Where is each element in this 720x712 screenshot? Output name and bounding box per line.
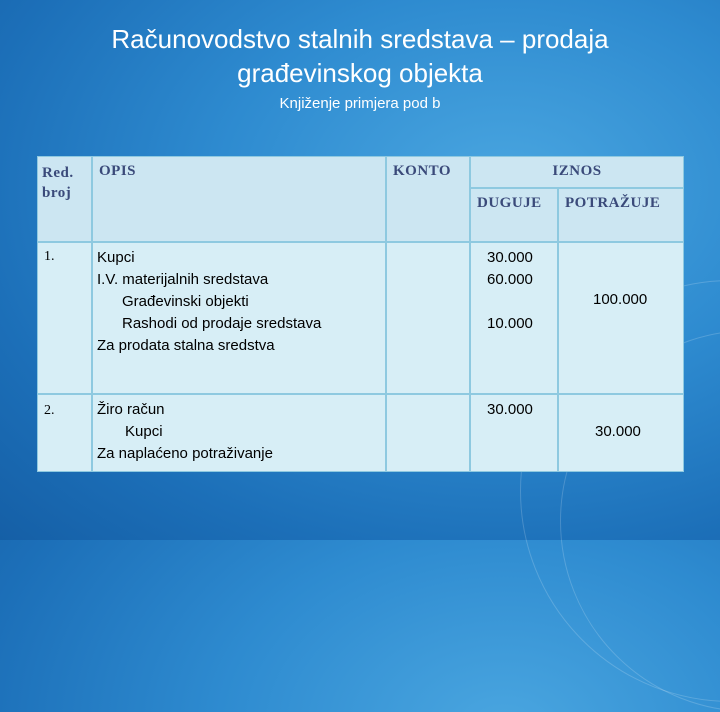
page-subtitle: Knjiženje primjera pod b	[279, 95, 441, 112]
header-duguje-label: DUGUJE	[477, 195, 542, 211]
row1-line-5: Za prodata stalna sredstva	[97, 337, 275, 354]
row1-num: 1.	[44, 249, 55, 264]
header-opis	[92, 156, 386, 242]
row2-num-cell	[37, 394, 92, 472]
row2-line-3: Za naplaćeno potraživanje	[97, 445, 273, 462]
row1-duguje-2: 60.000	[487, 271, 533, 288]
row1-konto-cell	[386, 242, 470, 394]
row1-potrazuje-1: 100.000	[593, 291, 648, 308]
header-opis-label: OPIS	[99, 163, 137, 179]
header-konto	[386, 156, 470, 242]
header-iznos	[470, 156, 684, 188]
header-red: Red.	[42, 165, 74, 181]
row1-potrazuje-cell	[558, 242, 684, 394]
header-potrazuje	[558, 188, 684, 242]
row2-line-2: Kupci	[125, 423, 163, 440]
row1-line-1: Kupci	[97, 249, 135, 266]
row2-duguje-1: 30.000	[487, 401, 533, 418]
row1-line-2: I.V. materijalnih sredstava	[97, 271, 269, 288]
row2-potrazuje-1: 30.000	[595, 423, 641, 440]
header-red-broj	[37, 156, 92, 242]
row1-duguje-1: 30.000	[487, 249, 533, 266]
row2-duguje-cell	[470, 394, 558, 472]
row2-opis-cell	[92, 394, 386, 472]
row2-potrazuje-cell	[558, 394, 684, 472]
header-potrazuje-label: POTRAŽUJE	[565, 195, 661, 211]
title-line-1: Računovodstvo stalnih sredstava – prodaja	[111, 24, 609, 54]
row1-opis-cell	[92, 242, 386, 394]
row1-num-cell	[37, 242, 92, 394]
row1-line-3: Građevinski objekti	[122, 293, 249, 310]
title-line-2: građevinskog objekta	[237, 58, 483, 88]
header-duguje	[470, 188, 558, 242]
row1-duguje-cell	[470, 242, 558, 394]
row1-duguje-3: 10.000	[487, 315, 533, 332]
header-broj: broj	[42, 185, 72, 201]
header-iznos-label: IZNOS	[552, 163, 602, 179]
row2-line-1: Žiro račun	[97, 401, 165, 418]
row2-konto-cell	[386, 394, 470, 472]
row2-num: 2.	[44, 403, 55, 418]
row1-line-4: Rashodi od prodaje sredstava	[122, 315, 322, 332]
header-konto-label: KONTO	[393, 163, 452, 179]
